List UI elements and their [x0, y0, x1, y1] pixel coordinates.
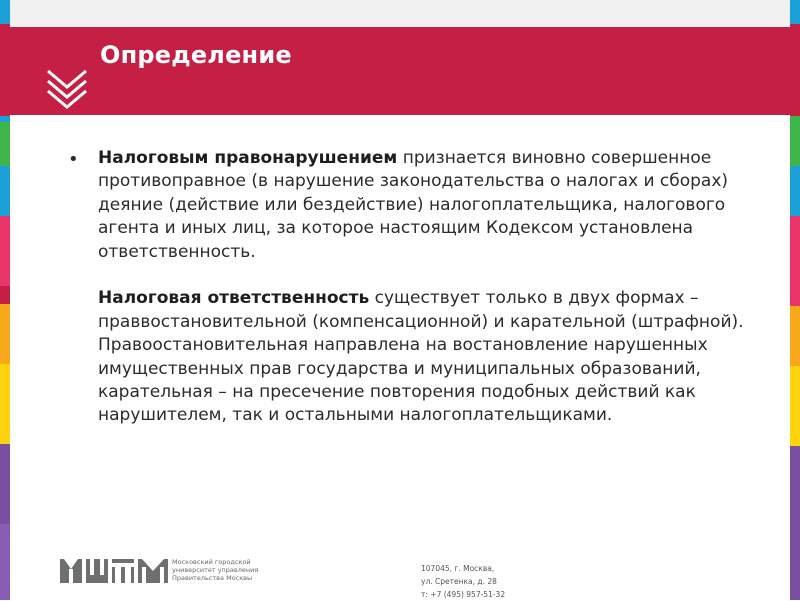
bullet-marker: •: [68, 149, 79, 170]
top-band: [10, 0, 790, 27]
term-tax-liability: Налоговая ответственность: [98, 288, 370, 309]
left-color-stripes: [0, 0, 10, 600]
paragraph-offense: [98, 147, 778, 264]
term-tax-offense: Налоговым правонарушением: [98, 148, 398, 168]
slide: [10, 0, 790, 600]
offense-definition: признается виновно совершенное противоправное (в нарушение законодательства о налогах и сборах) деяние (действие или бездействие) налогоплательщика, налогового агента и иных лиц, за которое настоящим Кодексом установлена ответственность.: [98, 148, 729, 262]
university-logo: [60, 557, 170, 585]
university-name: Московский городской университет управления Правительства Москвы: [172, 558, 259, 582]
title-bar: [10, 27, 800, 115]
contact-address: 107045, г. Москва, ул. Сретенка, д. 28 т: +7 (495) 957-51-32: [421, 564, 506, 599]
definition-text: [98, 147, 778, 428]
paragraph-liability: [98, 287, 778, 427]
double-chevron-down-icon: [46, 67, 88, 117]
slide-title: Определение: [100, 41, 292, 69]
liability-definition: существует только в двух формах – праввостановительной (компенсационной) и карательной (штрафной). Правоостановительная направлена на востановление нарушенных имущественных прав государства и муниципальных образований, карательная – на пресечение повторения подобных действий как нарушителем, так и остальными налогоплательщиками.: [98, 288, 744, 426]
